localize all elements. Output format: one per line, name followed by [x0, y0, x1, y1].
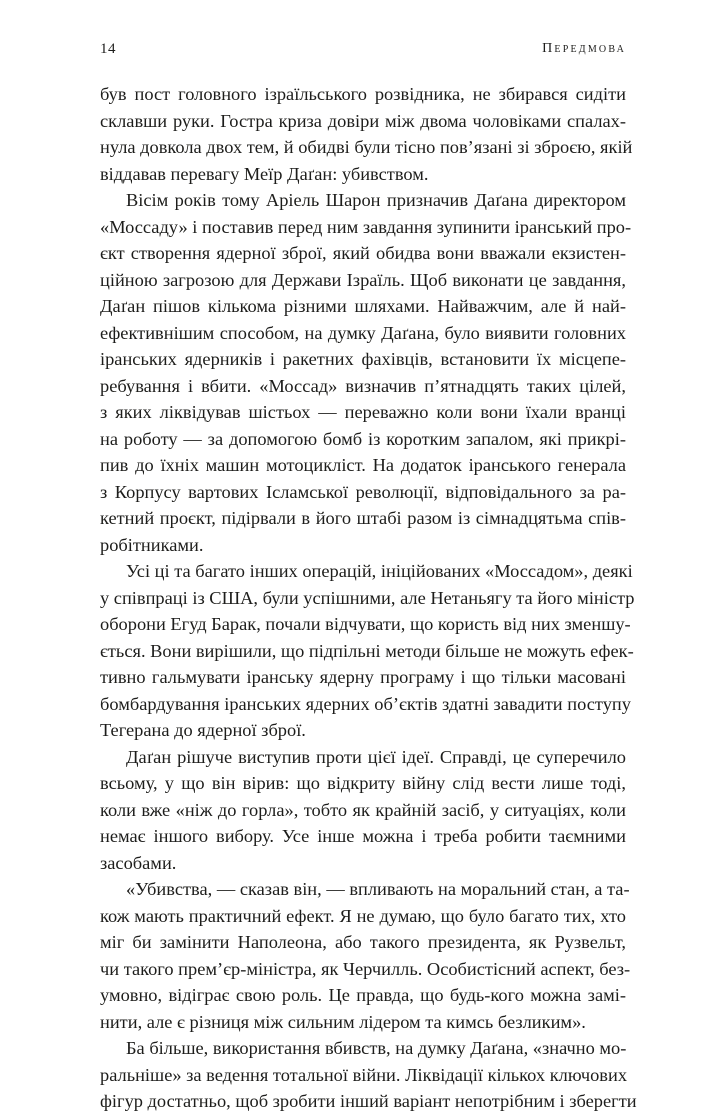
text-line: коли вже «ніж до горла», тобто як крайній засіб, у ситуаціях, коли — [100, 799, 626, 820]
text-line: ційною загрозою для Держави Ізраїль. Щоб виконати це завдання, — [100, 269, 626, 290]
text-line: ребування і вбити. «Моссад» визначив п’ятнадцять таких цілей, — [100, 375, 626, 396]
paragraph — [100, 81, 633, 187]
text-line: бомбардування іранських ядерних об’єктів здатні завадити поступу — [100, 693, 631, 714]
text-line: немає іншого вибору. Усе інше можна і треба робити таємними — [100, 826, 626, 846]
text-line: Даґан рішуче виступив проти цієї ідеї. Справді, це суперечило — [126, 746, 626, 767]
paragraph — [100, 187, 632, 558]
text-line: всьому, у що він вірив: що відкриту війну слід вести лише тоді, — [100, 773, 626, 793]
text-line: оборони Егуд Барак, почали відчувати, що користь від них зменшу- — [100, 614, 631, 634]
paragraph — [100, 744, 626, 877]
text-line: у співпраці із США, були успішними, але Нетаньягу та його міністр — [100, 587, 635, 608]
text-line: нула довкола двох тем, й обидві були тісно пов’язані зі зброєю, якій — [100, 137, 633, 157]
text-line: пив до їхніх машин мотоцикліст. На додаток іранського генерала — [100, 455, 626, 475]
text-line: віддавав перевагу Меїр Даґан: убивством. — [100, 163, 429, 184]
text-line: Ба більше, використання вбивств, на думку Даґана, «значно мо- — [126, 1038, 627, 1058]
text-line: іранських ядерників і ракетних фахівців, встановити їх місцепе- — [100, 349, 626, 369]
text-line: склавши руки. Гостра криза довіри між двома чоловіками спалах- — [100, 110, 626, 131]
text-line: Тегерана до ядерної зброї. — [100, 720, 306, 740]
text-line: «Убивства, — сказав він, — впливають на моральний стан, а та- — [126, 879, 630, 899]
text-line: нити, але є різниця між сильним лідером та кимсь безликим». — [100, 1011, 586, 1032]
text-line: ефективнішим способом, на думку Даґана, було виявити головних — [100, 322, 626, 343]
text-line: кетний проєкт, підірвали в його штабі разом із сімнадцятьма спів- — [100, 508, 626, 528]
paragraph — [100, 876, 631, 1035]
text-line: ральніше» за ведення тотальної війни. Ліквідації кількох ключових — [100, 1064, 628, 1085]
text-line: фігур достатньо, щоб зробити інший варіант непотрібним і зберегти — [100, 1091, 637, 1111]
text-line: з яких ліквідував шістьох — переважно коли вони їхали вранці — [100, 402, 626, 422]
paragraph — [100, 558, 635, 744]
text-line: Вісім років тому Аріель Шарон призначив Даґана директором — [126, 190, 626, 210]
text-line: «Моссаду» і поставив перед ним завдання зупинити іранський про- — [100, 216, 632, 237]
text-line: був пост головного ізраїльського розвідника, не збирався сидіти — [100, 84, 626, 104]
text-line: на роботу — за допомогою бомб із коротким запалом, які прикрі- — [100, 428, 626, 449]
text-line: тивно гальмувати іранську ядерну програму і що тільки масовані — [100, 667, 626, 687]
paragraph — [100, 1035, 637, 1115]
page-number: 14 — [100, 41, 116, 57]
text-line: кож мають практичний ефект. Я не думаю, що було багато тих, хто — [100, 905, 626, 926]
text-line: Усі ці та багато інших операцій, ініційованих «Моссадом», деякі — [126, 561, 633, 581]
text-line: засобами. — [100, 852, 177, 873]
body-text — [100, 81, 637, 1115]
text-line: Даґан пішов кількома різними шляхами. Найважчим, але й най- — [100, 296, 626, 316]
text-line: єкт створення ядерної зброї, який обидва вони вважали екзистен- — [100, 243, 626, 263]
text-line: з Корпусу вартових Ісламської революції, відповідального за ра- — [100, 481, 626, 502]
text-line: умовно, відіграє свою роль. Це правда, що будь-кого можна замі- — [100, 985, 626, 1005]
running-head: Передмова — [542, 41, 626, 56]
text-line: ється. Вони вирішили, що підпільні методи більше не можуть ефек- — [100, 640, 634, 661]
text-line: чи такого прем’єр-міністра, як Черчилль. Особистісний аспект, без- — [100, 958, 631, 979]
page-header — [100, 41, 626, 63]
text-line: міг би замінити Наполеона, або такого президента, як Рузвельт, — [100, 932, 626, 952]
text-line: робітниками. — [100, 534, 204, 555]
